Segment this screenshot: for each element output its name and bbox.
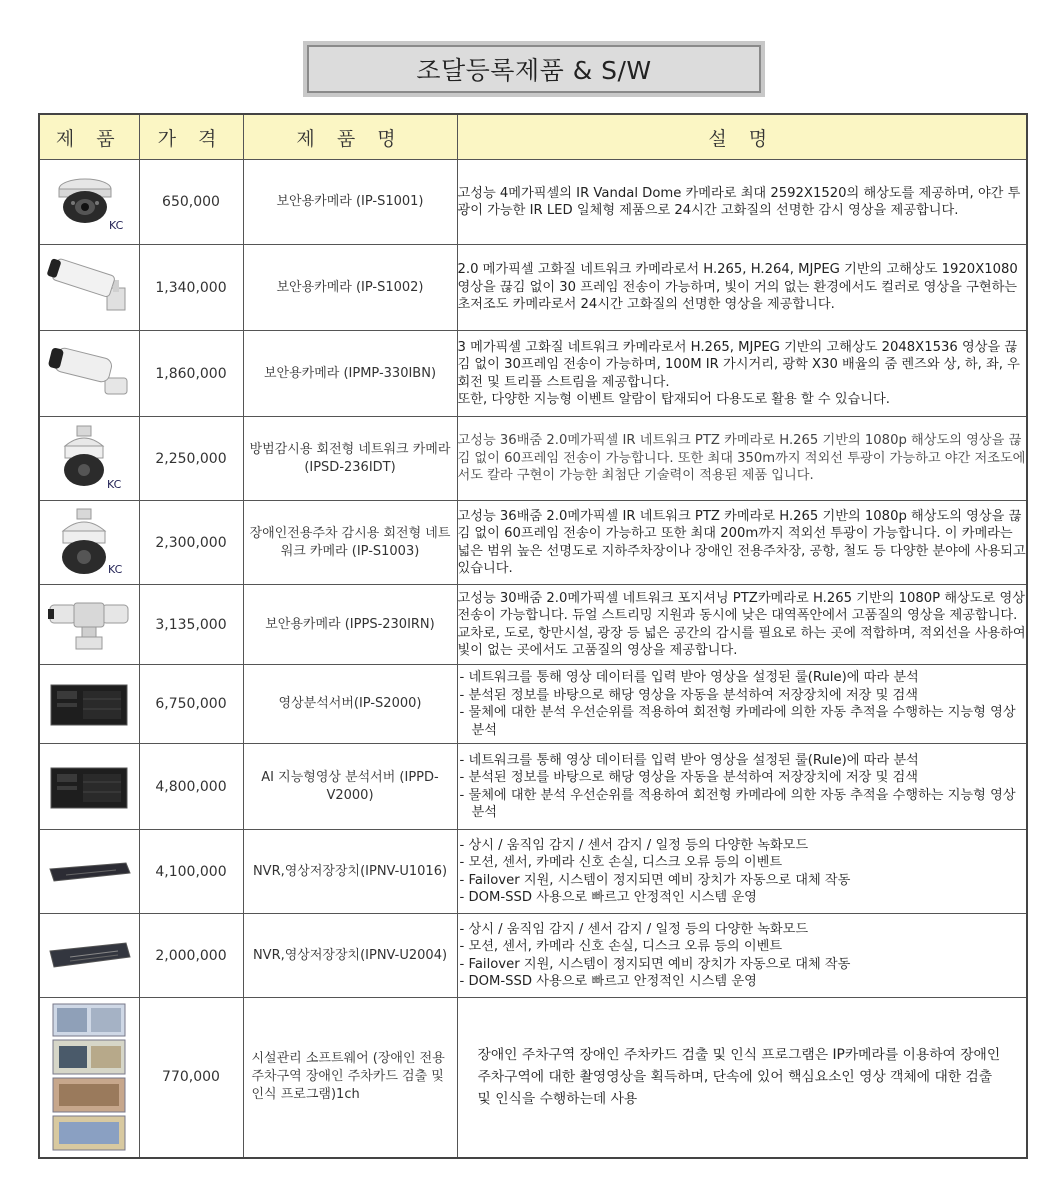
product-name: 보안용카메라 (IP-S1002) — [243, 245, 457, 331]
product-price: 650,000 — [139, 160, 243, 245]
table-row — [39, 331, 1027, 417]
product-name: 영상분석서버(IP-S2000) — [243, 665, 457, 744]
product-image — [39, 998, 139, 1158]
product-name: NVR,영상저장장치(IPNV-U2004) — [243, 914, 457, 998]
product-desc: 3 메가픽셀 고화질 네트워크 카메라로서 H.265, MJPEG 기반의 고해상도 2048X1536 영상을 끊김 없이 30프레임 전송이 가능하며, 100M IR 가시거리, 광학 X30 배율의 줌 렌즈와 상, 하, 좌, 우 회전 및 트리플 스트림을 제공합니다. 또한, 다양한 지능형 이벤트 알람이 탑재되어 다용도로 활용 할 수 있습니다. — [457, 331, 1027, 417]
product-desc — [457, 914, 1027, 998]
product-image — [39, 585, 139, 665]
table-row — [39, 665, 1027, 744]
table-row — [39, 585, 1027, 665]
list-item: - Failover 지원, 시스템이 정지되면 예비 장치가 자동으로 대체 작동 — [459, 872, 851, 888]
svg-text:KC: KC — [108, 562, 123, 576]
product-price: 1,340,000 — [139, 245, 243, 331]
software-screenshots-icon — [51, 1002, 127, 1152]
product-desc: 고성능 36배줌 2.0메가픽셀 IR 네트워크 PTZ 카메라로 H.265 기반의 1080p 해상도의 영상을 끊김 없이 60프레임 전송이 가능합니다. 또한 최대 350m까지 적외선 투광이 가능하고 야간 저조도에서도 칼라 구현이 가능한 최첨단 기술력이 적용된 제품 입니다. — [457, 417, 1027, 501]
table-header-row — [39, 114, 1027, 160]
speed-dome-camera-icon — [51, 507, 127, 579]
list-item: - 분석된 정보를 바탕으로 해당 영상을 자동을 분석하여 저장장치에 저장 및 검색 — [459, 770, 919, 785]
table-row — [39, 245, 1027, 331]
product-price: 2,300,000 — [139, 501, 243, 585]
product-desc — [457, 744, 1027, 830]
bullet-list — [458, 669, 1027, 739]
product-name: NVR,영상저장장치(IPNV-U1016) — [243, 830, 457, 914]
list-item: - 상시 / 움직임 감지 / 센서 감지 / 일정 등의 다양한 녹화모드 — [459, 837, 809, 853]
product-image — [39, 914, 139, 998]
header-product: 제 품 — [39, 114, 139, 160]
list-item: - 분석된 정보를 바탕으로 해당 영상을 자동을 분석하여 저장장치에 저장 및 검색 — [459, 687, 919, 703]
header-price: 가 격 — [139, 114, 243, 160]
product-desc — [457, 665, 1027, 744]
product-price: 2,250,000 — [139, 417, 243, 501]
list-item: - Failover 지원, 시스템이 정지되면 예비 장치가 자동으로 대체 작동 — [459, 956, 851, 972]
list-item: - 물체에 대한 분석 우선순위를 적용하여 회전형 카메라에 의한 자동 추적을 수행하는 지능형 영상분석 — [459, 705, 1016, 738]
product-price: 1,860,000 — [139, 331, 243, 417]
product-name: 보안용카메라 (IPPS-230IRN) — [243, 585, 457, 665]
product-image — [39, 245, 139, 331]
bullet-list — [458, 837, 1027, 907]
product-name: 보안용카메라 (IPMP-330IBN) — [243, 331, 457, 417]
product-desc: 장애인 주차구역 장애인 주차카드 검출 및 인식 프로그램은 IP카메라를 이용하여 장애인 주차구역에 대한 촬영영상을 획득하며, 단속에 있어 핵심요소인 영상 객체에 대한 검출 및 인식을 수행하는데 사용 — [457, 998, 1027, 1158]
product-price: 4,800,000 — [139, 744, 243, 830]
product-image — [39, 830, 139, 914]
speed-dome-camera-icon — [51, 424, 127, 494]
list-item: - DOM-SSD 사용으로 빠르고 안정적인 시스템 운영 — [459, 974, 757, 989]
product-image — [39, 417, 139, 501]
list-item: - DOM-SSD 사용으로 빠르고 안정적인 시스템 운영 — [459, 890, 757, 905]
header-name: 제 품 명 — [243, 114, 457, 160]
product-name: 시설관리 소프트웨어 (장애인 전용주차구역 장애인 주차카드 검출 및 인식 프로그램)1ch — [243, 998, 457, 1158]
product-desc: 2.0 메가픽셀 고화질 네트워크 카메라로서 H.265, H.264, MJPEG 기반의 고해상도 1920X1080 영상을 끊김 없이 30 프레임 전송이 가능하며, 빛이 거의 없는 환경에서도 컬러로 영상을 구현하는 초저조도 카메라로서 24시간 고화질의 선명한 영상을 제공합니다. — [457, 245, 1027, 331]
product-image — [39, 744, 139, 830]
nvr-2u-icon — [46, 939, 132, 973]
list-item: - 네트워크를 통해 영상 데이터를 입력 받아 영상을 설정된 룰(Rule)에 따라 분석 — [459, 752, 919, 768]
product-desc: 고성능 4메가픽셀의 IR Vandal Dome 카메라로 최대 2592X1520의 해상도를 제공하며, 야간 투광이 가능한 IR LED 일체형 제품으로 24시간 고화질의 선명한 감시 영상을 제공합니다. — [457, 160, 1027, 245]
product-price: 2,000,000 — [139, 914, 243, 998]
table-row — [39, 417, 1027, 501]
product-image — [39, 501, 139, 585]
nvr-1u-icon — [46, 857, 132, 887]
page-title: 조달등록제품 & S/W — [307, 45, 761, 93]
bullet-list — [458, 921, 1027, 991]
product-desc — [457, 830, 1027, 914]
product-desc: 고성능 30배줌 2.0메가픽셀 네트워크 포지셔닝 PTZ카메라로 H.265 기반의 1080P 해상도로 영상전송이 가능합니다. 듀얼 스트리밍 지원과 동시에 낮은 대역폭안에서 고품질의 영상을 제공합니다. 교차로, 도로, 항만시설, 광장 등 넓은 공간의 감시를 필요로 하는 곳에 적합하며, 적외선을 사용하여 빛이 없는 곳에서도 고품질의 영상을 제공합니다. — [457, 585, 1027, 665]
product-price: 4,100,000 — [139, 830, 243, 914]
product-name: 장애인전용주차 감시용 회전형 네트워크 카메라 (IP-S1003) — [243, 501, 457, 585]
product-name: AI 지능형영상 분석서버 (IPPD-V2000) — [243, 744, 457, 830]
product-name: 방범감시용 회전형 네트워크 카메라 (IPSD-236IDT) — [243, 417, 457, 501]
list-item: - 네트워크를 통해 영상 데이터를 입력 받아 영상을 설정된 룰(Rule)에 따라 분석 — [459, 670, 919, 685]
title-box — [303, 41, 765, 97]
list-item: - 상시 / 움직임 감지 / 센서 감지 / 일정 등의 다양한 녹화모드 — [459, 921, 809, 937]
product-image — [39, 665, 139, 744]
product-price: 770,000 — [139, 998, 243, 1158]
list-item: - 물체에 대한 분석 우선순위를 적용하여 회전형 카메라에 의한 자동 추적을 수행하는 지능형 영상분석 — [459, 787, 1016, 820]
positioning-ptz-camera-icon — [46, 595, 132, 655]
server-icon — [47, 762, 131, 812]
product-price: 6,750,000 — [139, 665, 243, 744]
bullet-camera-icon — [47, 258, 131, 318]
svg-text:KC: KC — [107, 477, 122, 491]
product-price: 3,135,000 — [139, 585, 243, 665]
table-row — [39, 914, 1027, 998]
table-row — [39, 744, 1027, 830]
products-table — [38, 113, 1028, 1159]
product-image — [39, 331, 139, 417]
svg-text:KC: KC — [109, 219, 124, 232]
header-desc: 설 명 — [457, 114, 1027, 160]
list-item: - 모션, 센서, 카메라 신호 손실, 디스크 오류 등의 이벤트 — [459, 939, 783, 954]
ptz-bullet-camera-icon — [47, 344, 131, 404]
server-icon — [47, 679, 131, 729]
dome-camera-icon — [49, 167, 129, 237]
list-item: - 모션, 센서, 카메라 신호 손실, 디스크 오류 등의 이벤트 — [459, 855, 783, 870]
product-desc: 고성능 36배줌 2.0메가픽셀 IR 네트워크 PTZ 카메라로 H.265 기반의 1080p 해상도의 영상을 끊김 없이 60프레임 전송이 가능하고 또한 최대 200m까지 적외선 투광이 가능합니다. 이 카메라는 넓은 범위 높은 선명도로 지하주차장이나 장애인 전용주차장, 공항, 철도 등 다양한 분야에 사용되고 있습니다. — [457, 501, 1027, 585]
table-row — [39, 998, 1027, 1158]
product-name: 보안용카메라 (IP-S1001) — [243, 160, 457, 245]
table-row — [39, 160, 1027, 245]
table-row — [39, 830, 1027, 914]
bullet-list — [458, 752, 1027, 822]
product-image — [39, 160, 139, 245]
table-row — [39, 501, 1027, 585]
